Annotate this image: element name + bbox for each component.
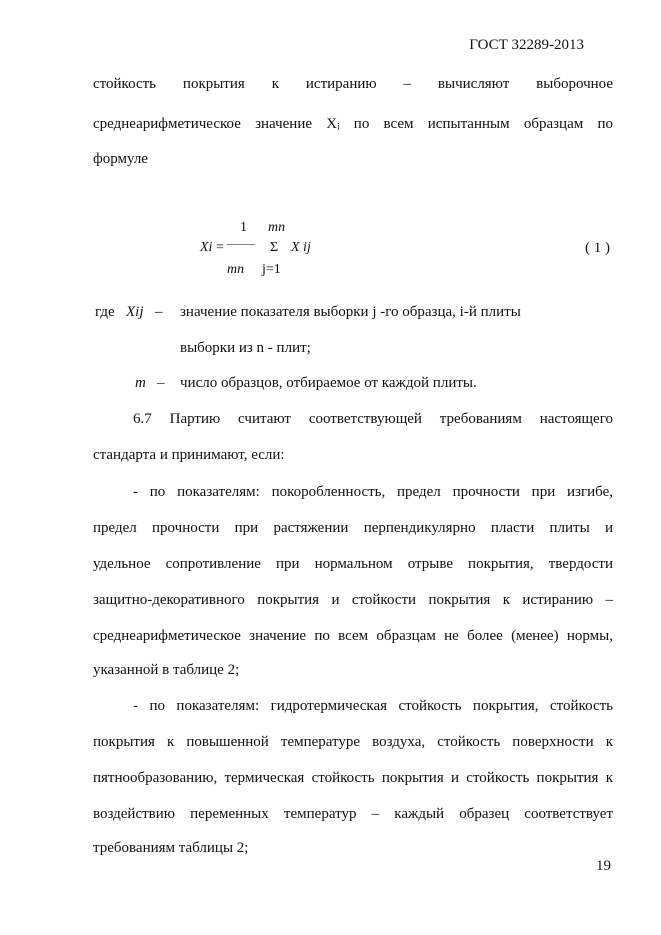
formula-denominator: mn (227, 262, 245, 277)
bullet1-line6: указанной в таблице 2; (93, 662, 240, 678)
where-def1-line2: выборки из n - плит; (180, 340, 311, 356)
where-dash-2: – (157, 375, 165, 391)
section-6-7-line1: 6.7 Партию считают соответствующей требованиям настоящего (133, 411, 613, 427)
section-6-7-line2: стандарта и принимают, если: (93, 447, 285, 463)
formula-lower-limit: j=1 (262, 262, 281, 277)
formula-fraction-bar: ——— (227, 239, 254, 250)
formula-lhs: Xi (200, 240, 213, 255)
bullet2-line1: - по показателям: гидротермическая стойкость покрытия, стойкость (133, 698, 613, 714)
formula-equals: = (216, 240, 224, 255)
para1-line3: формуле (93, 151, 148, 167)
bullet1-line2: предел прочности при растяжении перпендикулярно пласти плиты и (93, 520, 613, 536)
where-label: где (95, 304, 115, 320)
bullet1-line5: среднеарифметическое значение по всем образцам не более (менее) нормы, (93, 628, 613, 644)
formula-number: ( 1 ) (585, 240, 610, 256)
document-code: ГОСТ 32289-2013 (469, 37, 584, 53)
where-var-m: m (135, 375, 146, 391)
where-var-xij: Xij (126, 304, 144, 320)
bullet2-line5: требованиям таблицы 2; (93, 840, 249, 856)
bullet2-line2: покрытия к повышенной температуре воздуха, стойкость поверхности к (93, 734, 613, 750)
bullet2-line3: пятнообразованию, термическая стойкость покрытия и стойкость покрытия к (93, 770, 613, 786)
formula-upper-limit: mn (268, 220, 286, 235)
bullet1-line4: защитно-декоративного покрытия и стойкости покрытия к истиранию – (93, 592, 613, 608)
formula-term: X ij (291, 240, 311, 255)
where-def1-line1: значение показателя выборки j -го образца, i-й плиты (180, 304, 521, 320)
where-def2: число образцов, отбираемое от каждой плиты. (180, 375, 477, 391)
page-number: 19 (596, 858, 611, 874)
bullet1-line1: - по показателям: покоробленность, предел прочности при изгибе, (133, 484, 613, 500)
where-dash-1: – (155, 304, 163, 320)
bullet1-line3: удельное сопротивление при нормальном отрыве покрытия, твердости (93, 556, 613, 572)
para1-line2: среднеарифметическое значение Xᵢ по всем испытанным образцам по (93, 116, 613, 132)
formula-sigma: Σ (270, 240, 279, 255)
bullet2-line4: воздействию переменных температур – каждый образец соответствует (93, 806, 613, 822)
formula-numerator: 1 (240, 220, 247, 235)
para1-line1: стойкость покрытия к истиранию – вычисляют выборочное (93, 76, 613, 92)
